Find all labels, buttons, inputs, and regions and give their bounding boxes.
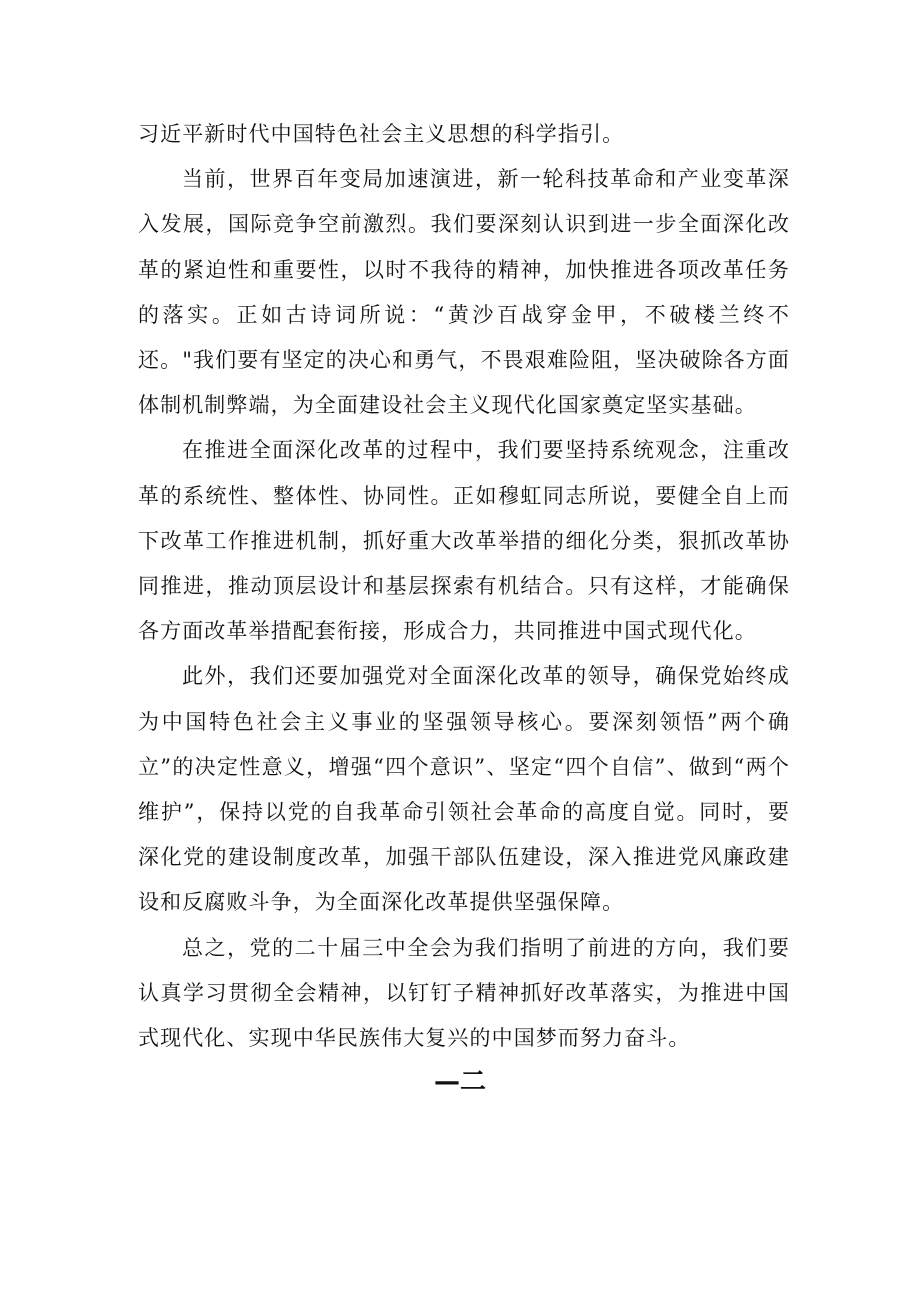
document-body bbox=[138, 112, 790, 1061]
paragraph-reform-urgency: 当前，世界百年变局加速演进，新一轮科技革命和产业变革深入发展，国际竞争空前激烈。我们要深刻认识到进一步全面深化改革的紧迫性和重要性，以时不我待的精神，加快推进各项改革任务的落实。正如古诗词所说：“黄沙百战穿金甲，不破楼兰终不还。"我们要有坚定的决心和勇气，不畏艰难险阻，坚决破除各方面体制机制弊端，为全面建设社会主义现代化国家奠定坚实基础。 bbox=[138, 167, 790, 418]
paragraph-systematic-reform: 在推进全面深化改革的过程中，我们要坚持系统观念，注重改革的系统性、整体性、协同性。正如穆虹同志所说，要健全自上而下改革工作推进机制，抓好重大改革举措的细化分类，狠抓改革协同推进，推动顶层设计和基层探索有机结合。只有这样，才能确保各方面改革举措配套衔接，形成合力，共同推进中国式现代化。 bbox=[138, 438, 790, 644]
paragraph-party-leadership: 此外，我们还要加强党对全面深化改革的领导，确保党始终成为中国特色社会主义事业的坚强领导核心。要深刻领悟”两个确立”的决定性意义，增强“四个意识”、坚定“四个自信”、做到“两个维护”，保持以党的自我革命引领社会革命的高度自觉。同时，要深化党的建设制度改革，加强干部队伍建设，深入推进党风廉政建设和反腐败斗争，为全面深化改革提供坚强保障。 bbox=[138, 664, 790, 915]
paragraph-conclusion: 总之，党的二十届三中全会为我们指明了前进的方向，我们要认真学习贯彻全会精神，以钉钉子精神抓好改革落实，为推进中国式现代化、实现中华民族伟大复兴的中国梦而努力奋斗。 bbox=[138, 935, 790, 1051]
page-number: —二 bbox=[433, 1067, 486, 1097]
paragraph-continuation: 习近平新时代中国特色社会主义思想的科学指引。 bbox=[138, 122, 625, 146]
